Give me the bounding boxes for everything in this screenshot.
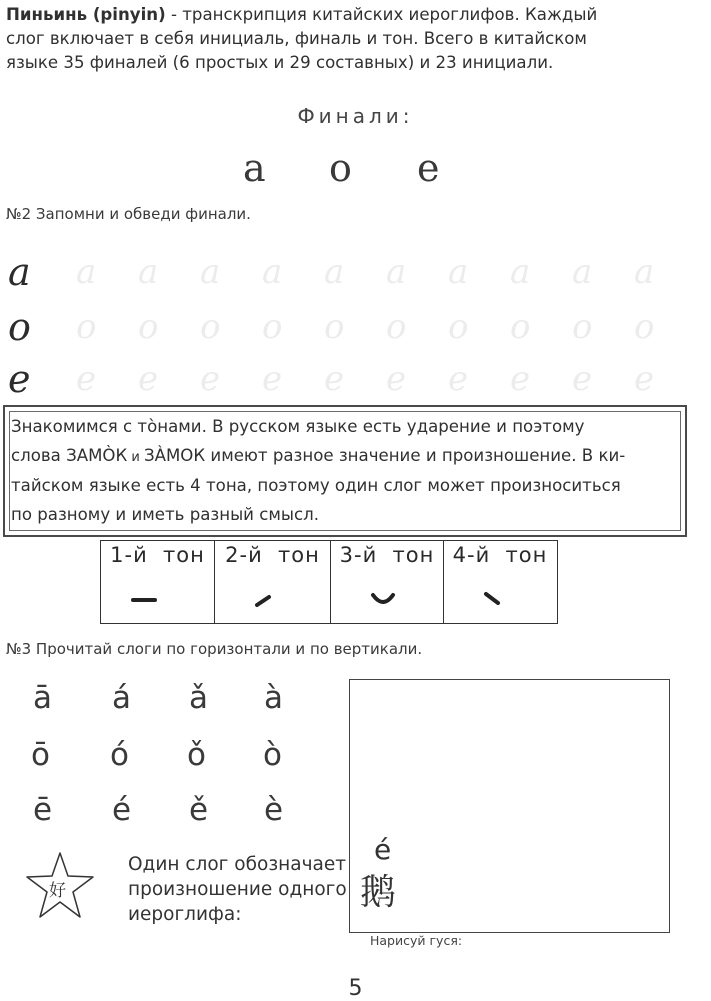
trace-letter: o <box>572 307 593 347</box>
trace-letter: o <box>262 307 283 347</box>
intro-line3: языке 35 финалей (6 простых и 29 составных) и 23 инициали. <box>6 53 554 72</box>
trace-letter: e <box>324 359 345 399</box>
intro-line1: - транскрипция китайских иероглифов. Каждый <box>165 5 598 24</box>
syllable-o3: ǒ <box>187 737 206 773</box>
task3-label: №3 Прочитай слоги по горизонтали и по вертикали. <box>6 640 423 658</box>
trace-letter: e <box>262 359 283 399</box>
word-zamok-1: ЗАМÒК <box>66 445 128 465</box>
note-line1: Один слог обозначает <box>128 854 347 875</box>
trace-row-o <box>8 305 708 349</box>
trace-letter: o <box>634 307 655 347</box>
trace-row-letter: o <box>8 305 31 349</box>
tone-mark-rising-icon <box>215 585 331 615</box>
tone-cell-1 <box>101 541 215 623</box>
star-icon <box>24 850 96 924</box>
trace-row-e <box>8 357 708 401</box>
word-zamok-2: ЗÀМОК <box>143 445 206 465</box>
star-character: 好 <box>49 881 66 901</box>
trace-letter: a <box>138 252 159 292</box>
goose-pinyin: é <box>374 833 392 866</box>
syllable-o2: ó <box>110 737 129 773</box>
trace-row-letter: e <box>8 357 31 401</box>
syllable-o4: ò <box>263 737 282 773</box>
finals-title: Финали: <box>297 104 414 128</box>
trace-letter: e <box>510 359 531 399</box>
syllable-e2: é <box>112 792 132 828</box>
trace-letter: e <box>76 359 97 399</box>
trace-letter: a <box>76 252 97 292</box>
final-o: o <box>329 146 352 190</box>
final-a: a <box>243 146 266 190</box>
trace-letter: a <box>572 252 593 292</box>
syllable-a1: ā <box>33 680 52 716</box>
tone-label: 1-й тон <box>110 543 205 567</box>
note-line3: иероглифа: <box>128 904 242 925</box>
syllable-a2: á <box>112 680 131 716</box>
trace-letter: e <box>448 359 469 399</box>
draw-goose-caption: Нарисуй гуся: <box>370 933 463 948</box>
trace-row-letter: a <box>8 250 31 294</box>
syllable-e4: è <box>264 792 284 828</box>
final-e: e <box>417 146 440 190</box>
trace-letter: a <box>386 252 407 292</box>
syllable-a4: à <box>264 680 283 716</box>
trace-letter: e <box>138 359 159 399</box>
trace-letter: o <box>324 307 345 347</box>
trace-letter: a <box>200 252 221 292</box>
trace-letter: e <box>200 359 221 399</box>
tones-info-line3: тайском языке есть 4 тона, поэтому один слог может произноситься <box>11 476 621 495</box>
tone-cell-2 <box>215 541 331 623</box>
trace-letter: a <box>262 252 283 292</box>
syllable-note <box>128 852 347 927</box>
tones-info-line2-end: имеют разное значение и произношение. В ки- <box>205 445 626 465</box>
tones-info-line2-start: слова <box>11 445 67 465</box>
note-line2: произношение одного <box>128 879 347 900</box>
trace-letter: o <box>448 307 469 347</box>
pinyin-term: Пиньинь (pinyin) <box>6 5 166 24</box>
tones-info-line1: Знакомимся с тòнами. В русском языке есть ударение и поэтому <box>11 417 585 436</box>
intro-paragraph <box>6 3 706 75</box>
syllable-e1: ē <box>33 792 53 828</box>
tones-info-box <box>3 405 687 537</box>
trace-letter: e <box>572 359 593 399</box>
tone-label: 2-й тон <box>225 543 320 567</box>
syllable-o1: ō <box>31 737 50 773</box>
page-number: 5 <box>348 976 363 1001</box>
trace-letter: o <box>138 307 159 347</box>
trace-letter: o <box>510 307 531 347</box>
trace-letter: a <box>448 252 469 292</box>
tones-info-line2 <box>11 442 681 473</box>
tones-info-text <box>11 413 681 529</box>
trace-letter: e <box>386 359 407 399</box>
word-and: и <box>127 449 144 465</box>
syllable-e3: ě <box>189 792 209 828</box>
trace-letter: a <box>510 252 531 292</box>
syllable-a3: ǎ <box>189 680 208 716</box>
tones-info-line4: по разному и иметь разный смысл. <box>11 504 319 524</box>
tone-mark-dip-icon <box>331 585 444 615</box>
trace-letter: o <box>76 307 97 347</box>
tone-mark-falling-icon <box>444 585 556 615</box>
goose-character: 鹅 <box>360 872 397 913</box>
goose-drawing-box[interactable] <box>349 679 670 933</box>
tone-label: 3-й тон <box>339 543 435 567</box>
tone-label: 4-й тон <box>452 543 548 567</box>
trace-row-a <box>8 250 708 294</box>
trace-letter: o <box>386 307 407 347</box>
tone-cell-4 <box>444 541 556 623</box>
tone-cell-3 <box>331 541 444 623</box>
task2-label: №2 Запомни и обведи финали. <box>6 205 251 223</box>
tone-mark-flat-icon <box>101 585 215 615</box>
intro-line2: слог включает в себя инициаль, финаль и тон. Всего в китайском <box>6 29 587 48</box>
trace-letter: e <box>634 359 655 399</box>
trace-letter: a <box>634 252 655 292</box>
trace-letter: o <box>200 307 221 347</box>
trace-letter: a <box>324 252 345 292</box>
tone-table <box>100 540 558 624</box>
